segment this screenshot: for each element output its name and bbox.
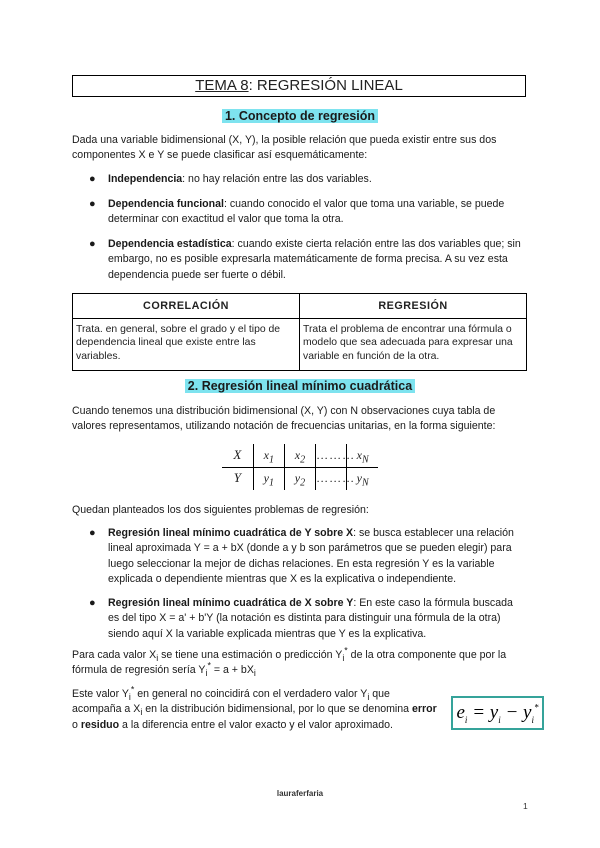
table-cell: $y_2$ <box>284 467 315 490</box>
footer-author: lauraferfaria <box>276 789 324 798</box>
table-cell-correlacion: Trata. en general, sobre el grado y el tipo de dependencia lineal que existe entre las variables. <box>73 319 300 371</box>
bullet-dot: ● <box>89 173 96 185</box>
section-2-intro: Cuando tenemos una distribución bidimensional (X, Y) con N observaciones cuya tabla de valores representamos, utilizando notación de frecuencias unitarias, en la forma siguiente: <box>72 405 496 433</box>
bullet-dependencia-estadistica: Dependencia estadística: cuando existe cierta relación entre las dos variables que; sin embargo, no es posible expresarla matemáticamente de forma precisa. A su vez esta dependencia puede ser fuerte o débil. <box>108 238 521 281</box>
page-title <box>72 75 526 97</box>
table-row <box>222 467 378 490</box>
table-header-correlacion: CORRELACIÓN <box>73 294 300 319</box>
table-cell: $y_N$ <box>356 471 369 489</box>
problems-intro: Quedan planteados los dos siguientes problemas de regresión: <box>72 504 369 516</box>
prediction-paragraph: Para cada valor $X_i$ se tiene una estimación o predicción $Y_i^*$ de la otra componente que por la fórmula de regresión sería $Y_i^* = a + bX_i$ <box>72 645 507 679</box>
bullet-regresion-x-sobre-y: Regresión lineal mínimo cuadrática de X sobre Y: En este caso la fórmula buscada es del tipo X = a' + b'Y (la notación es distinta para distinguir una fórmula de la otra) siendo aquí X la variable explicada mientras que Y es la explicativa. <box>108 597 513 640</box>
title-text: REGRESIÓN LINEAL <box>256 77 403 94</box>
table-row <box>222 444 378 467</box>
bullet-dot: ● <box>89 527 96 539</box>
residual-formula: $e_i = y_i - y_i^*$ <box>451 696 544 730</box>
title-separator: : <box>248 77 257 94</box>
table-cell: $x_N$ <box>347 444 378 467</box>
bullet-dot: ● <box>89 238 96 250</box>
row-label-y: Y <box>222 467 253 490</box>
section-1-intro: Dada una variable bidimensional (X, Y), la posible relación que pueda existir entre sus dos componentes X e Y se puede clasificar así esquemáticamente: <box>72 134 497 162</box>
table-cell-dots: ……… <box>316 467 347 490</box>
bullet-dependencia-funcional: Dependencia funcional: cuando conocido el valor que toma una variable, se puede determinar con exactitud el valor que toma la otra. <box>108 198 505 226</box>
bullet-dot: ● <box>89 597 96 609</box>
table-cell: $x_2$ <box>284 444 315 467</box>
correlation-regression-table <box>72 293 527 371</box>
title-number: TEMA 8 <box>195 77 249 94</box>
page-number: 1 <box>523 801 528 811</box>
section-2-heading: 2. Regresión lineal mínimo cuadrática <box>0 378 600 394</box>
residual-paragraph: Este valor $Y_i^*$ en general no coincidirá con el verdadero valor $Y_i$ que acompaña a $X_i$ en la distribución bidimensional, por lo que se denomina error o residuo a la diferencia entre el valor exacto y el valor aproximado. <box>72 684 437 731</box>
table-cell: $y_1$ <box>253 467 284 490</box>
table-cell-regresion: Trata el problema de encontrar una fórmula o modelo que sea adecuada para expresar una variable en función de la otra. <box>300 319 527 371</box>
bullet-dot: ● <box>89 198 96 210</box>
row-label-x: X <box>222 444 253 467</box>
table-header-regresion: REGRESIÓN <box>300 294 527 319</box>
frequency-table <box>222 444 378 490</box>
table-cell-dots: ……… <box>316 444 347 467</box>
section-1-heading: 1. Concepto de regresión <box>0 108 600 124</box>
bullet-independencia: Independencia: no hay relación entre las dos variables. <box>108 173 372 185</box>
table-cell: $x_1$ <box>253 444 284 467</box>
bullet-regresion-y-sobre-x: Regresión lineal mínimo cuadrática de Y sobre X: se busca establecer una relación lineal aproximada Y = a + bX (donde a y b son parámetros que se pueden elegir) para luego seleccionar la mejor de dichas relaciones. En esta regresión Y es la variable explicada o dependiente mientras que X es la explicativa o independiente. <box>108 527 514 586</box>
